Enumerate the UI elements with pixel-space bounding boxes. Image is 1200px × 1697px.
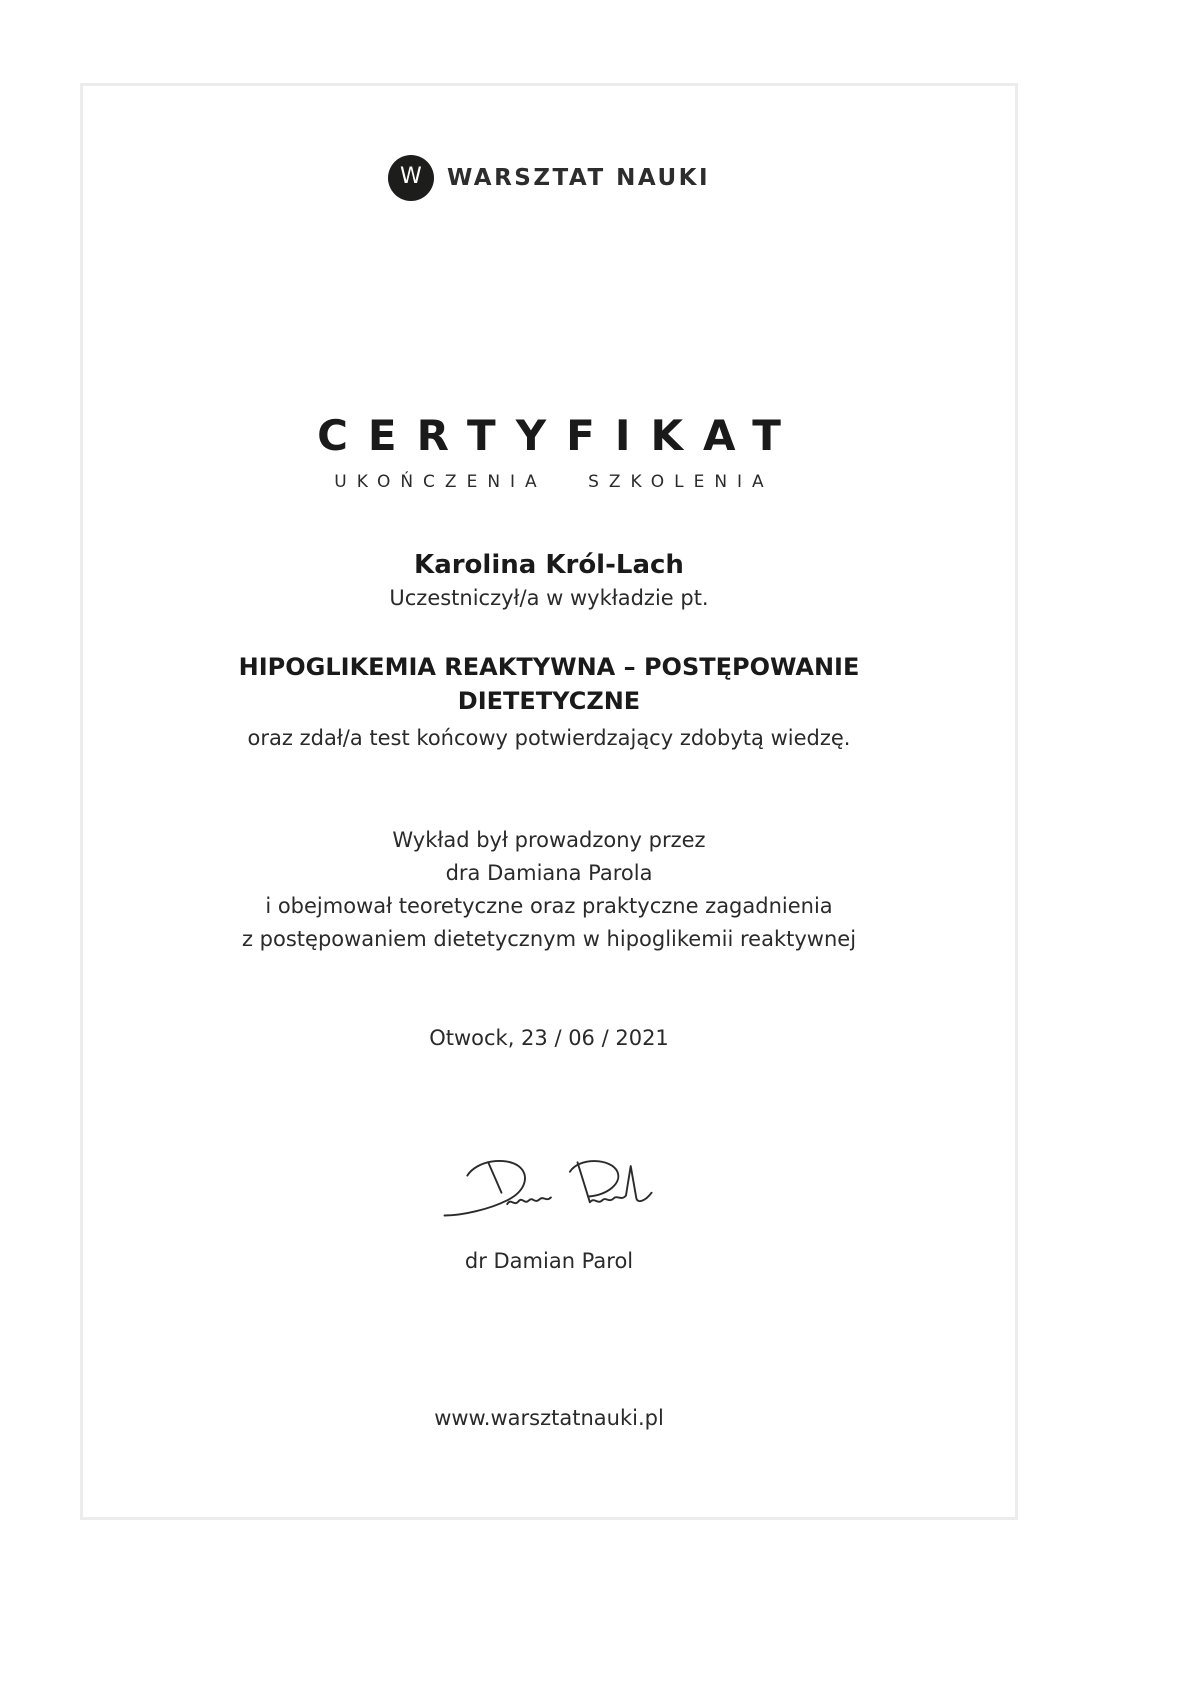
description-line: dra Damiana Parola xyxy=(445,861,653,885)
place-and-date: Otwock, 23 / 06 / 2021 xyxy=(429,1026,669,1050)
website-url: www.warsztatnauki.pl xyxy=(434,1406,664,1430)
certificate-title: CERTYFIKAT xyxy=(317,411,801,460)
brand-logo-icon xyxy=(388,155,434,201)
course-title: HIPOGLIKEMIA REAKTYWNA – POSTĘPOWANIE DIETETYCZNE xyxy=(238,653,860,715)
brand-logo-letter: W xyxy=(400,164,422,189)
certificate-card xyxy=(80,83,1018,1520)
participation-line: Uczestniczył/a w wykładzie pt. xyxy=(389,586,709,610)
signature-name: dr Damian Parol xyxy=(464,1249,634,1273)
brand-logo xyxy=(83,155,1015,201)
description-line: Wykład był prowadzony przez xyxy=(392,828,706,852)
certificate-subtitle: UKOŃCZENIA SZKOLENIA xyxy=(334,472,774,492)
recipient-name: Karolina Król-Lach xyxy=(414,550,684,580)
description-line: z postępowaniem dietetycznym w hipoglikemii reaktywnej xyxy=(241,927,857,951)
exam-line: oraz zdał/a test końcowy potwierdzający zdobytą wiedzę. xyxy=(247,726,851,750)
course-description xyxy=(83,824,1015,956)
signature-image xyxy=(83,1149,1015,1244)
description-line: i obejmował teoretyczne oraz praktyczne zagadnienia xyxy=(265,894,833,918)
brand-name: WARSZTAT NAUKI xyxy=(446,165,711,191)
